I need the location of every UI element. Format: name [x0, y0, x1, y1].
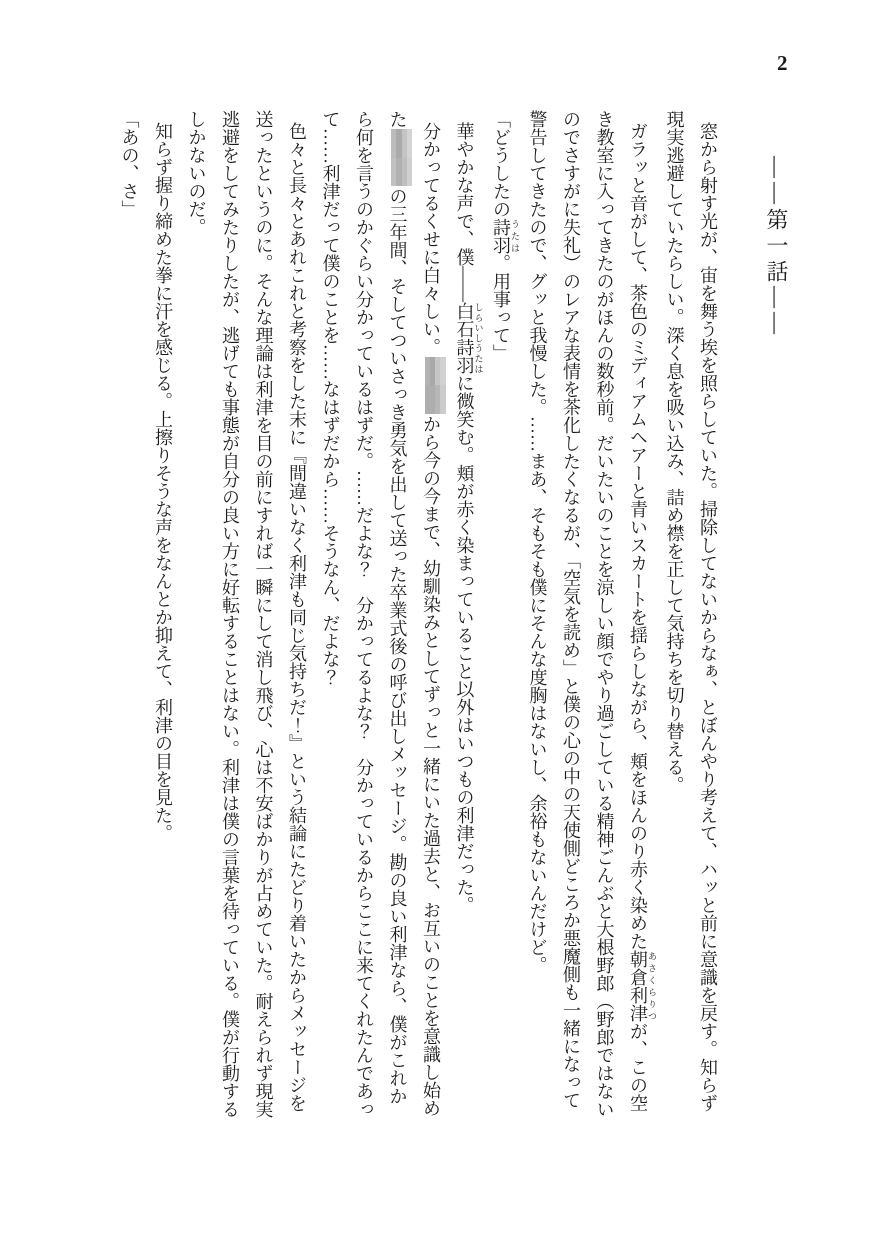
ruby-annotated-name: 白石詩羽 しらいしうたは	[454, 301, 484, 374]
paragraph: 色々と長々とあれこれと考察をした末に『間違いなく利津も同じ気持ちだ！』という結論にたどり着いたからメッセージを送ったというのに。そんな理論は利津を目の前にすれば一瞬にして消し飛び、心は不安ばかりが占めていた。耐えられず現実逃避をしてみたりしたが、逃げても事態が自分の良い方に好転することはない。利津は僕の言葉を待っている。僕が行動するしかないのだ。	[186, 110, 307, 1118]
censor-cell	[391, 158, 396, 187]
censor-cell	[440, 385, 445, 414]
ruby-annotated-name: 朝倉利津 あさくらりつ	[628, 949, 657, 1022]
censor-cell	[391, 129, 396, 158]
paragraph: 窓から射す光が、宙を舞う埃を照らしていた。掃除してないからなぁ、とぼんやり考えて、ハッと前に意識を戻す。知らず現実逃避していたらしい。深く息を吸い込み、詰め襟を正して気持ちを切り替える。	[664, 110, 718, 1112]
paragraph: 華やかな声で、僕――白石詩羽 しらいしうたはに微笑む。頬が赤く染まっていること以外はいつもの利津だった。	[454, 121, 484, 914]
chapter-heading: ――第一話――	[764, 156, 789, 338]
censor-cell	[435, 385, 440, 414]
censor-cell	[407, 158, 412, 187]
paragraph: 「あの、さ」	[119, 110, 140, 218]
paragraph: 分かってるくせに白々しい。 から今の今まで、幼馴染みとしてずっと一緒にいた過去と、お互いのことを意識し始めた の三年間、そしてついさっき勇気を出して送った卒業式後の呼び出しメッセージ。勘の良い利津なら、僕がこれから何を言うのかぐらい分かっているはずだ。……だよな？ 分かってるよな？ 分かっているからここに来てくれたんであって……利津だって僕のことを……なはずだから……そうなん、だよな？	[313, 110, 447, 1118]
censor-cell	[435, 357, 440, 386]
censor-cell	[396, 129, 401, 158]
censor-cell	[396, 158, 401, 187]
page-number: 2	[777, 51, 788, 75]
paragraph: 「どうしたの詩羽 うたは。用事って」	[491, 110, 520, 362]
censor-cell	[402, 158, 407, 187]
censor-cell	[440, 357, 445, 386]
censored-text-block	[391, 129, 412, 186]
censor-cell	[402, 129, 407, 158]
ruby-annotated-name: 詩羽 うたは	[491, 218, 520, 254]
censor-cell	[430, 357, 435, 386]
paragraph: 知らず握り締めた拳に汗を感じる。上擦りそうな声をなんとか抑えて、利津の目を見た。	[153, 121, 173, 842]
reading-area	[112, 110, 793, 1118]
censor-cell	[430, 385, 435, 414]
censor-cell	[425, 357, 430, 386]
censor-cell	[407, 129, 412, 158]
censor-cell	[425, 385, 430, 414]
censored-text-block	[425, 357, 446, 414]
body-text	[112, 110, 724, 1118]
paragraph: ガラッと音がして、茶色のミディアムヘアーと青いスカートを揺らしながら、頬をほんのり赤く染めた朝倉利津 あさくらりつが、この空き教室に入ってきたのがほんの数秒前。だいたいのことを涼しい顔でやり過ごしている精神ごんぶと大根野郎（野郎ではないのでさすがに失礼）のレアな表情を茶化したくなるが、「空気を読め」と僕の心の中の天使側どころか悪魔側も一緒になって警告してきたので、グッと我慢した。……まあ、そもそも僕にそんな度胸はないし、余裕もないんだけど。	[527, 110, 657, 1118]
